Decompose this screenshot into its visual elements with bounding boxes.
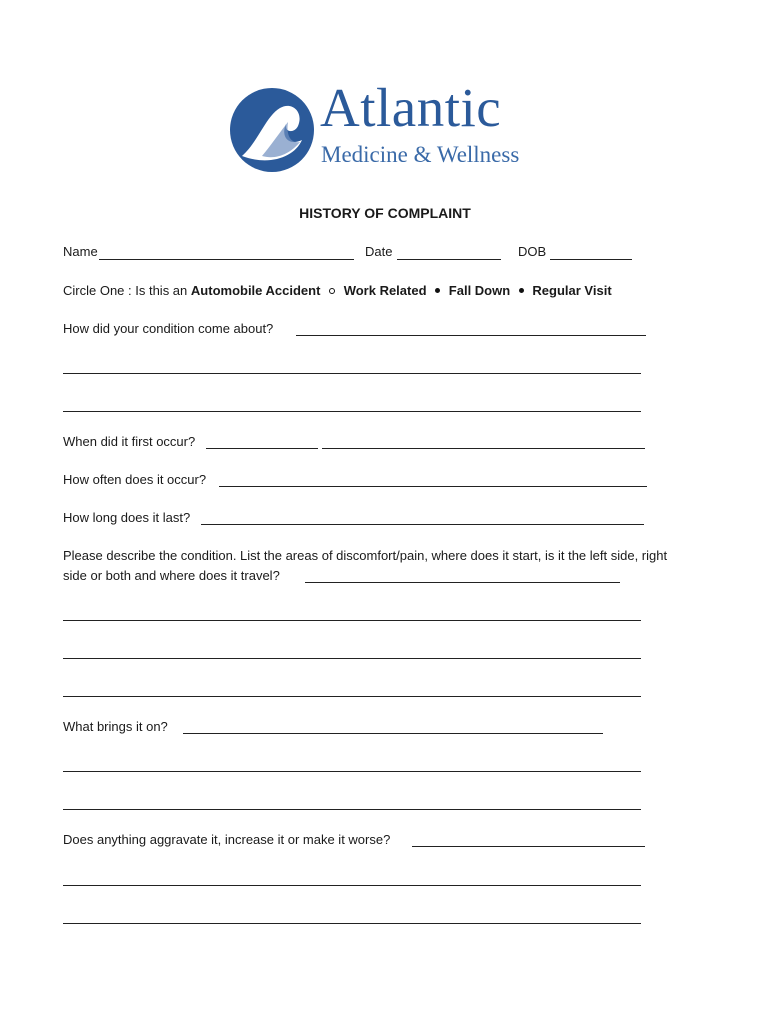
dob-field[interactable] (550, 259, 632, 260)
answer-line[interactable] (322, 448, 645, 449)
question-brings-on: What brings it on? (63, 719, 168, 734)
answer-line[interactable] (63, 411, 641, 412)
option-fall-down[interactable]: Fall Down (448, 283, 511, 298)
name-label: Name (63, 244, 98, 259)
option-work-related[interactable]: Work Related (343, 283, 427, 298)
question-how-long: How long does it last? (63, 510, 191, 525)
answer-line[interactable] (296, 335, 646, 336)
question-how-often: How often does it occur? (63, 472, 207, 487)
answer-line[interactable] (63, 620, 641, 621)
answer-line[interactable] (219, 486, 647, 487)
bullet-icon (519, 288, 524, 293)
answer-line[interactable] (183, 733, 603, 734)
answer-line[interactable] (63, 923, 641, 924)
clinic-logo (228, 77, 538, 178)
logo-wordmark: Atlantic (320, 77, 502, 138)
answer-line[interactable] (305, 582, 620, 583)
answer-line[interactable] (206, 448, 318, 449)
answer-line[interactable] (63, 658, 641, 659)
logo-subtitle: Medicine & Wellness (321, 142, 520, 167)
question-describe-line1: Please describe the condition. List the areas of discomfort/pain, where does it start, is it the left side, right (63, 548, 668, 563)
answer-line[interactable] (201, 524, 644, 525)
name-field[interactable] (99, 259, 354, 260)
circle-one-row (63, 283, 612, 298)
answer-line[interactable] (63, 771, 641, 772)
question-condition-origin: How did your condition come about? (63, 321, 274, 336)
date-field[interactable] (397, 259, 501, 260)
form-title: HISTORY OF COMPLAINT (299, 205, 471, 221)
answer-line[interactable] (63, 885, 641, 886)
answer-line[interactable] (63, 373, 641, 374)
answer-line[interactable] (63, 809, 641, 810)
question-first-occur: When did it first occur? (63, 434, 196, 449)
option-regular-visit[interactable]: Regular Visit (532, 283, 612, 298)
date-label: Date (365, 244, 393, 259)
wave-logo-icon (228, 82, 318, 178)
bullet-icon (329, 288, 335, 294)
question-aggravate: Does anything aggravate it, increase it or make it worse? (63, 832, 391, 847)
circle-one-prompt: Circle One : Is this an (63, 283, 188, 298)
answer-line[interactable] (412, 846, 645, 847)
option-automobile-accident[interactable]: Automobile Accident (190, 283, 321, 298)
dob-label: DOB (518, 244, 547, 259)
answer-line[interactable] (63, 696, 641, 697)
bullet-icon (435, 288, 440, 293)
question-describe-line2: side or both and where does it travel? (63, 568, 280, 583)
